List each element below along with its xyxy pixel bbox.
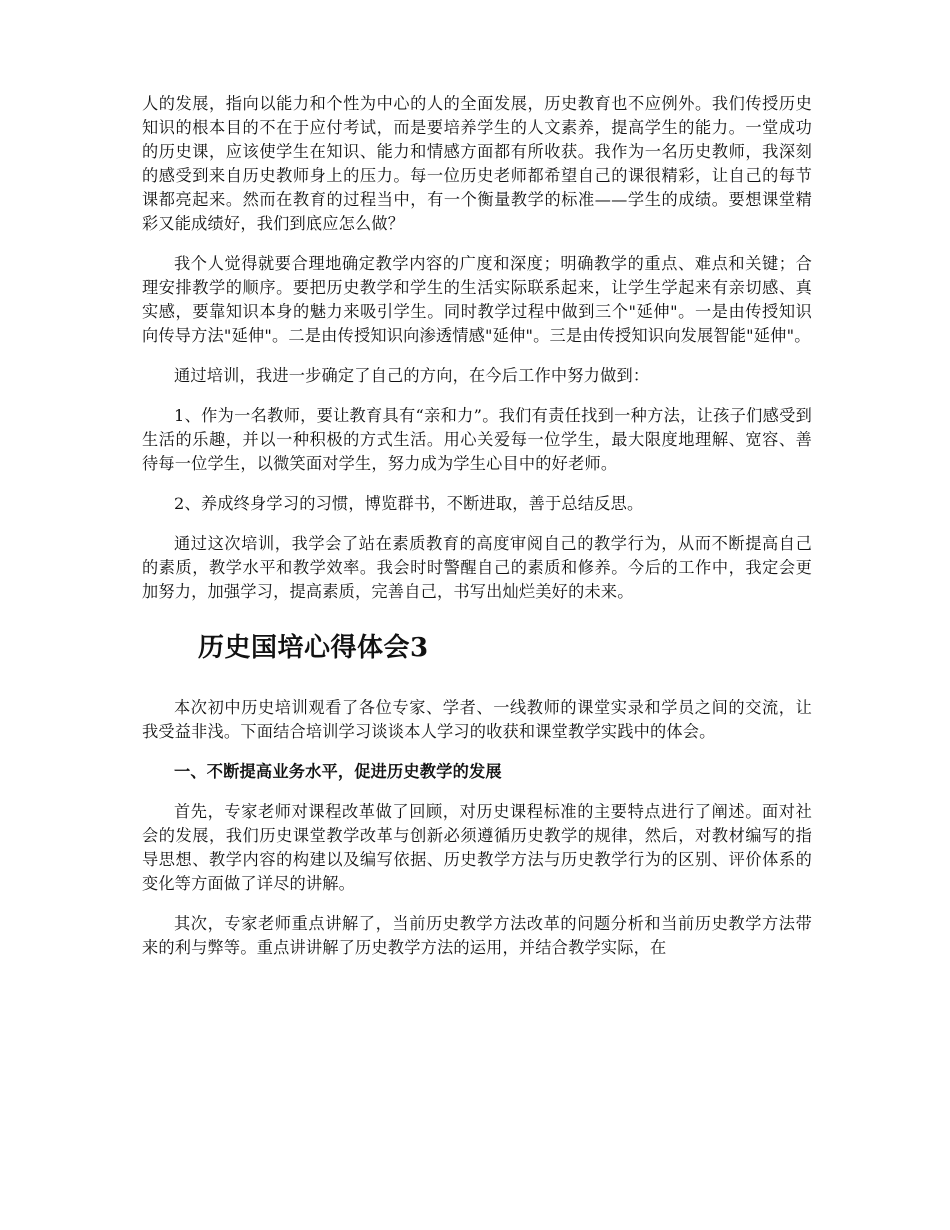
paragraph-education-goal: 人的发展，指向以能力和个性为中心的人的全面发展，历史教育也不应例外。我们传授历史知识的根本目的不在于应付考试，而是要培养学生的人文素养，提高学生的能力。一堂成功的历史课，应该使学生在知识、能力和情感方面都有所收获。我作为一名历史教师，我深刻的感受到来自历史教师身上的压力。每一位历史老师都希望自己的课很精彩，让自己的每节课都亮起来。然而在教育的过程当中，有一个衡量教学的标准——学生的成绩。要想课堂精彩又能成绩好，我们到底应怎么做？ — [142, 94, 812, 233]
paragraph-training-summary: 通过这次培训，我学会了站在素质教育的高度审阅自己的教学行为，从而不断提高自己的素质，教学水平和教学效率。我会时时警醒自己的素质和修养。今后的工作中，我定会更加努力，加强学习，提高素质，完善自己，书写出灿烂美好的未来。 — [142, 534, 812, 601]
paragraph-teaching-content: 我个人觉得就要合理地确定教学内容的广度和深度；明确教学的重点、难点和关键；合理安排教学的顺序。要把历史教学和学生的生活实际联系起来，让学生学起来有亲切感、真实感，要靠知识本身的魅力来吸引学生。同时教学过程中做到三个"延伸"。一是由传授知识向传导方法"延伸"。二是由传授知识向渗透情感"延伸"。三是由传授知识向发展智能"延伸"。 — [142, 254, 812, 345]
paragraph-training-direction: 通过培训，我进一步确定了自己的方向，在今后工作中努力做到： — [174, 366, 650, 385]
document-page — [142, 92, 812, 960]
paragraph-first-point: 首先，专家老师对课程改革做了回顾，对历史课程标准的主要特点进行了阐述。面对社会的发展，我们历史课堂教学改革与创新必须遵循历史教学的规律，然后，对教材编写的指导思想、教学内容的构建以及编写依据、历史教学方法与历史教学行为的区别、评价体系的变化等方面做了详尽的讲解。 — [142, 802, 812, 893]
paragraph-point-2: 2、养成终身学习的习惯，博览群书，不断进取，善于总结反思。 — [174, 494, 644, 513]
paragraph-training-intro: 本次初中历史培训观看了各位专家、学者、一线教师的课堂实录和学员之间的交流，让我受益非浅。下面结合培训学习谈谈本人学习的收获和课堂教学实践中的体会。 — [142, 698, 812, 741]
paragraph-point-1: 1、作为一名教师，要让教育具有“亲和力”。我们有责任找到一种方法，让孩子们感受到生活的乐趣，并以一种积极的方式生活。用心关爱每一位学生，最大限度地理解、宽容、善待每一位学生，以微笑面对学生，努力成为学生心目中的好老师。 — [142, 406, 812, 473]
paragraph-second-point: 其次，专家老师重点讲解了，当前历史教学方法改革的问题分析和当前历史教学方法带来的利与弊等。重点讲讲解了历史教学方法的运用，并结合教学实际，在 — [142, 914, 812, 957]
subheading-improve-skills: 一、不断提高业务水平，促进历史教学的发展 — [174, 762, 502, 781]
section-title: 历史国培心得体会3 — [198, 633, 429, 663]
